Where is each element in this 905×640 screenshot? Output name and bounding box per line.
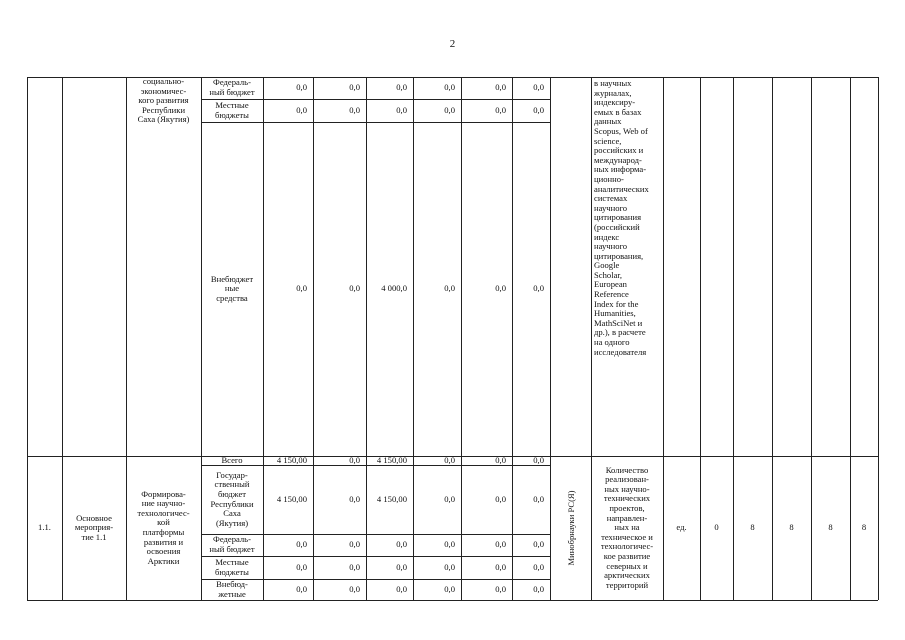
funding-value: 0,0 <box>533 82 544 93</box>
funding-value: 0,0 <box>349 583 360 594</box>
funding-source-label: Местные бюджеты <box>215 99 249 120</box>
funding-value: 0,0 <box>533 104 544 115</box>
funding-value: 0,0 <box>396 583 407 594</box>
funding-value: 4 150,00 <box>276 456 307 465</box>
funding-value: 0,0 <box>444 561 455 572</box>
funding-value: 0,0 <box>349 493 360 504</box>
target-value: 8 <box>789 522 794 533</box>
funding-value: 0,0 <box>396 561 407 572</box>
funding-value: 0,0 <box>495 283 506 294</box>
target-value: 8 <box>750 522 755 533</box>
funding-value: 0,0 <box>349 561 360 572</box>
funding-value: 0,0 <box>495 82 506 93</box>
funding-value: 0,0 <box>349 82 360 93</box>
funding-value: 0,0 <box>349 456 360 465</box>
funding-value: 0,0 <box>296 283 307 294</box>
table-border-bottom <box>27 600 878 601</box>
item-name: Формирова- ние научно- технологичес- кой платформы развития и освоения Арктики <box>137 488 190 566</box>
funding-value: 4 150,00 <box>376 456 407 465</box>
unit-label: ед. <box>676 522 687 533</box>
funding-value: 0,0 <box>533 583 544 594</box>
item-type: Основное мероприя- тие 1.1 <box>74 512 114 542</box>
indicator-text-bottom: Количество реализован- ных научно- технических проектов, направлен- ных на техническое и технологичес- кое развитие северных и арктических территорий <box>600 464 654 590</box>
funding-value: 0,0 <box>495 104 506 115</box>
funding-value: 0,0 <box>444 283 455 294</box>
funding-value: 0,0 <box>349 104 360 115</box>
target-value: 0 <box>714 522 719 533</box>
funding-source-label: Государ- ственный бюджет Республики Саха (Якутия) <box>210 469 254 528</box>
funding-value: 0,0 <box>444 456 455 465</box>
funding-source-label: Внебюд- жетные <box>216 579 248 599</box>
funding-value: 0,0 <box>444 493 455 504</box>
funding-value: 0,0 <box>296 561 307 572</box>
table-col-border <box>878 77 879 600</box>
item-number: 1.1. <box>38 522 51 533</box>
goal-text: социально- экономичес- кого развития Республики Саха (Якутия) <box>137 77 190 125</box>
funding-source-label: Федераль- ный бюджет <box>209 534 255 554</box>
target-value: 8 <box>828 522 833 533</box>
funding-value: 4 000,0 <box>381 283 407 294</box>
funding-value: 4 150,00 <box>276 493 307 504</box>
page-number: 2 <box>449 38 456 50</box>
funding-value: 0,0 <box>444 539 455 550</box>
funding-value: 0,0 <box>444 82 455 93</box>
funding-value: 0,0 <box>296 82 307 93</box>
funding-value: 0,0 <box>495 493 506 504</box>
funding-value: 0,0 <box>396 104 407 115</box>
funding-source-label: Местные бюджеты <box>215 556 249 577</box>
table-col-border <box>126 77 127 600</box>
funding-value: 0,0 <box>533 539 544 550</box>
funding-value: 0,0 <box>533 493 544 504</box>
table-col-border <box>591 77 592 600</box>
funding-value: 0,0 <box>296 583 307 594</box>
funding-source-label: Внебюджет ные средства <box>210 273 254 303</box>
funding-value: 4 150,00 <box>376 493 407 504</box>
funding-value: 0,0 <box>533 561 544 572</box>
funding-value: 0,0 <box>533 456 544 465</box>
funding-value: 0,0 <box>396 539 407 550</box>
target-value: 8 <box>861 522 867 533</box>
executor-label: Минобрнауки РС(Я) <box>565 490 576 566</box>
funding-value: 0,0 <box>296 539 307 550</box>
funding-value: 0,0 <box>349 283 360 294</box>
funding-source-label: Всего <box>221 456 243 465</box>
funding-value: 0,0 <box>533 283 544 294</box>
funding-source-label: Федераль- ный бюджет <box>209 77 255 97</box>
indicator-text: в научных журналах, индексиру- емых в базах данных Scopus, Web of science, российских и международ- ных информа- ционно- аналитических системах научного цитирования (российский индекс научного цитирования, Google Scholar, European Reference Index for the Humanities, MathSciNet и др.), в расчете на одного исследователя <box>594 79 649 357</box>
funding-value: 0,0 <box>495 539 506 550</box>
funding-value: 0,0 <box>296 104 307 115</box>
funding-value: 0,0 <box>495 561 506 572</box>
funding-value: 0,0 <box>495 583 506 594</box>
funding-value: 0,0 <box>396 82 407 93</box>
funding-value: 0,0 <box>495 456 506 465</box>
funding-value: 0,0 <box>349 539 360 550</box>
funding-value: 0,0 <box>444 104 455 115</box>
funding-value: 0,0 <box>444 583 455 594</box>
table-col-border <box>550 77 551 600</box>
